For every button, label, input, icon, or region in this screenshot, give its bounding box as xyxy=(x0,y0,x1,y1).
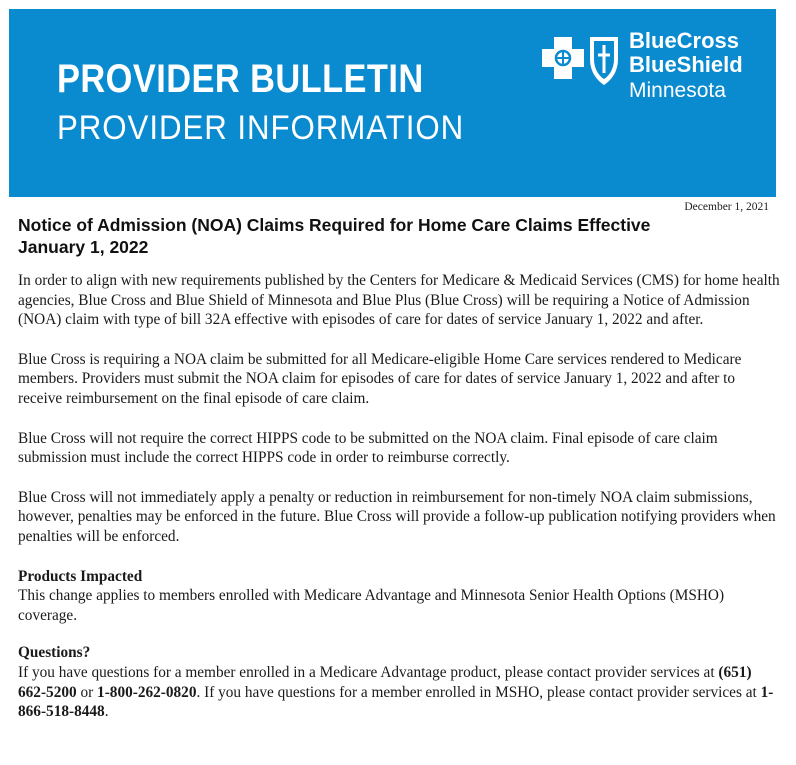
brand-line2: BlueShield xyxy=(629,52,743,77)
questions-heading: Questions? xyxy=(18,644,91,662)
phone-number-1: (651) 662-5200 xyxy=(18,663,752,701)
products-text: This change applies to members enrolled with Medicare Advantage and Minnesota Senior Health Options (MSHO) coverage. xyxy=(18,587,725,624)
questions-text-3: . xyxy=(104,703,109,721)
body-paragraph: In order to align with new requirements published by the Centers for Medicare & Medicaid Services (CMS) for home health agencies, Blue Cross and Blue Shield of Minnesota and Blue Plus (Blue Cross) will be requiring a Notice of Admission (NOA) claim with type of bill 32A effective with episodes of care for dates of service January 1, 2022 and after. xyxy=(18,272,780,329)
questions-text-2: . If you have questions for a member enrolled in MSHO, please contact provider services at xyxy=(196,683,761,701)
headline-line1: Notice of Admission (NOA) Claims Required for Home Care Claims Effective xyxy=(18,215,651,235)
questions-text-1: If you have questions for a member enrolled in a Medicare Advantage product, please contact provider services at xyxy=(18,663,719,681)
brand-wordmark xyxy=(629,29,743,103)
body-paragraph: Blue Cross is requiring a NOA claim be submitted for all Medicare-eligible Home Care services rendered to Medicare members. Providers must submit the NOA claim for episodes of care for dates of service January 1, 2022 and after to receive reimbursement on the final episode of care claim. xyxy=(18,350,742,407)
brand-line3: Minnesota xyxy=(629,79,726,102)
phone-number-3: 1-866-518-8448 xyxy=(18,683,774,721)
phone-number-2: 1-800-262-0820 xyxy=(97,683,197,701)
bulletin-subtitle: PROVIDER INFORMATION xyxy=(57,109,465,147)
article-body xyxy=(18,271,782,742)
body-paragraph: Blue Cross will not immediately apply a penalty or reduction in reimbursement for non-timely NOA claim submissions, however, penalties may be enforced in the future. Blue Cross will provide a follow-up publication notifying providers when penalties will be enforced. xyxy=(18,488,776,545)
body-paragraph: Blue Cross will not require the correct HIPPS code to be submitted on the NOA claim. Final episode of care claim submission must include the correct HIPPS code in order to reimburse correctly. xyxy=(18,429,718,467)
brand-line1: BlueCross xyxy=(629,28,740,53)
bulletin-title: PROVIDER BULLETIN xyxy=(57,57,424,101)
headline-line2: January 1, 2022 xyxy=(18,237,149,257)
article-headline xyxy=(18,214,738,258)
bcbs-cross-shield-logo-icon xyxy=(540,31,624,91)
questions-or: or xyxy=(76,683,98,701)
products-section xyxy=(18,567,782,626)
bulletin-date: December 1, 2021 xyxy=(684,201,769,213)
questions-section xyxy=(18,643,782,721)
header-banner xyxy=(9,9,776,197)
products-heading: Products Impacted xyxy=(18,567,143,585)
